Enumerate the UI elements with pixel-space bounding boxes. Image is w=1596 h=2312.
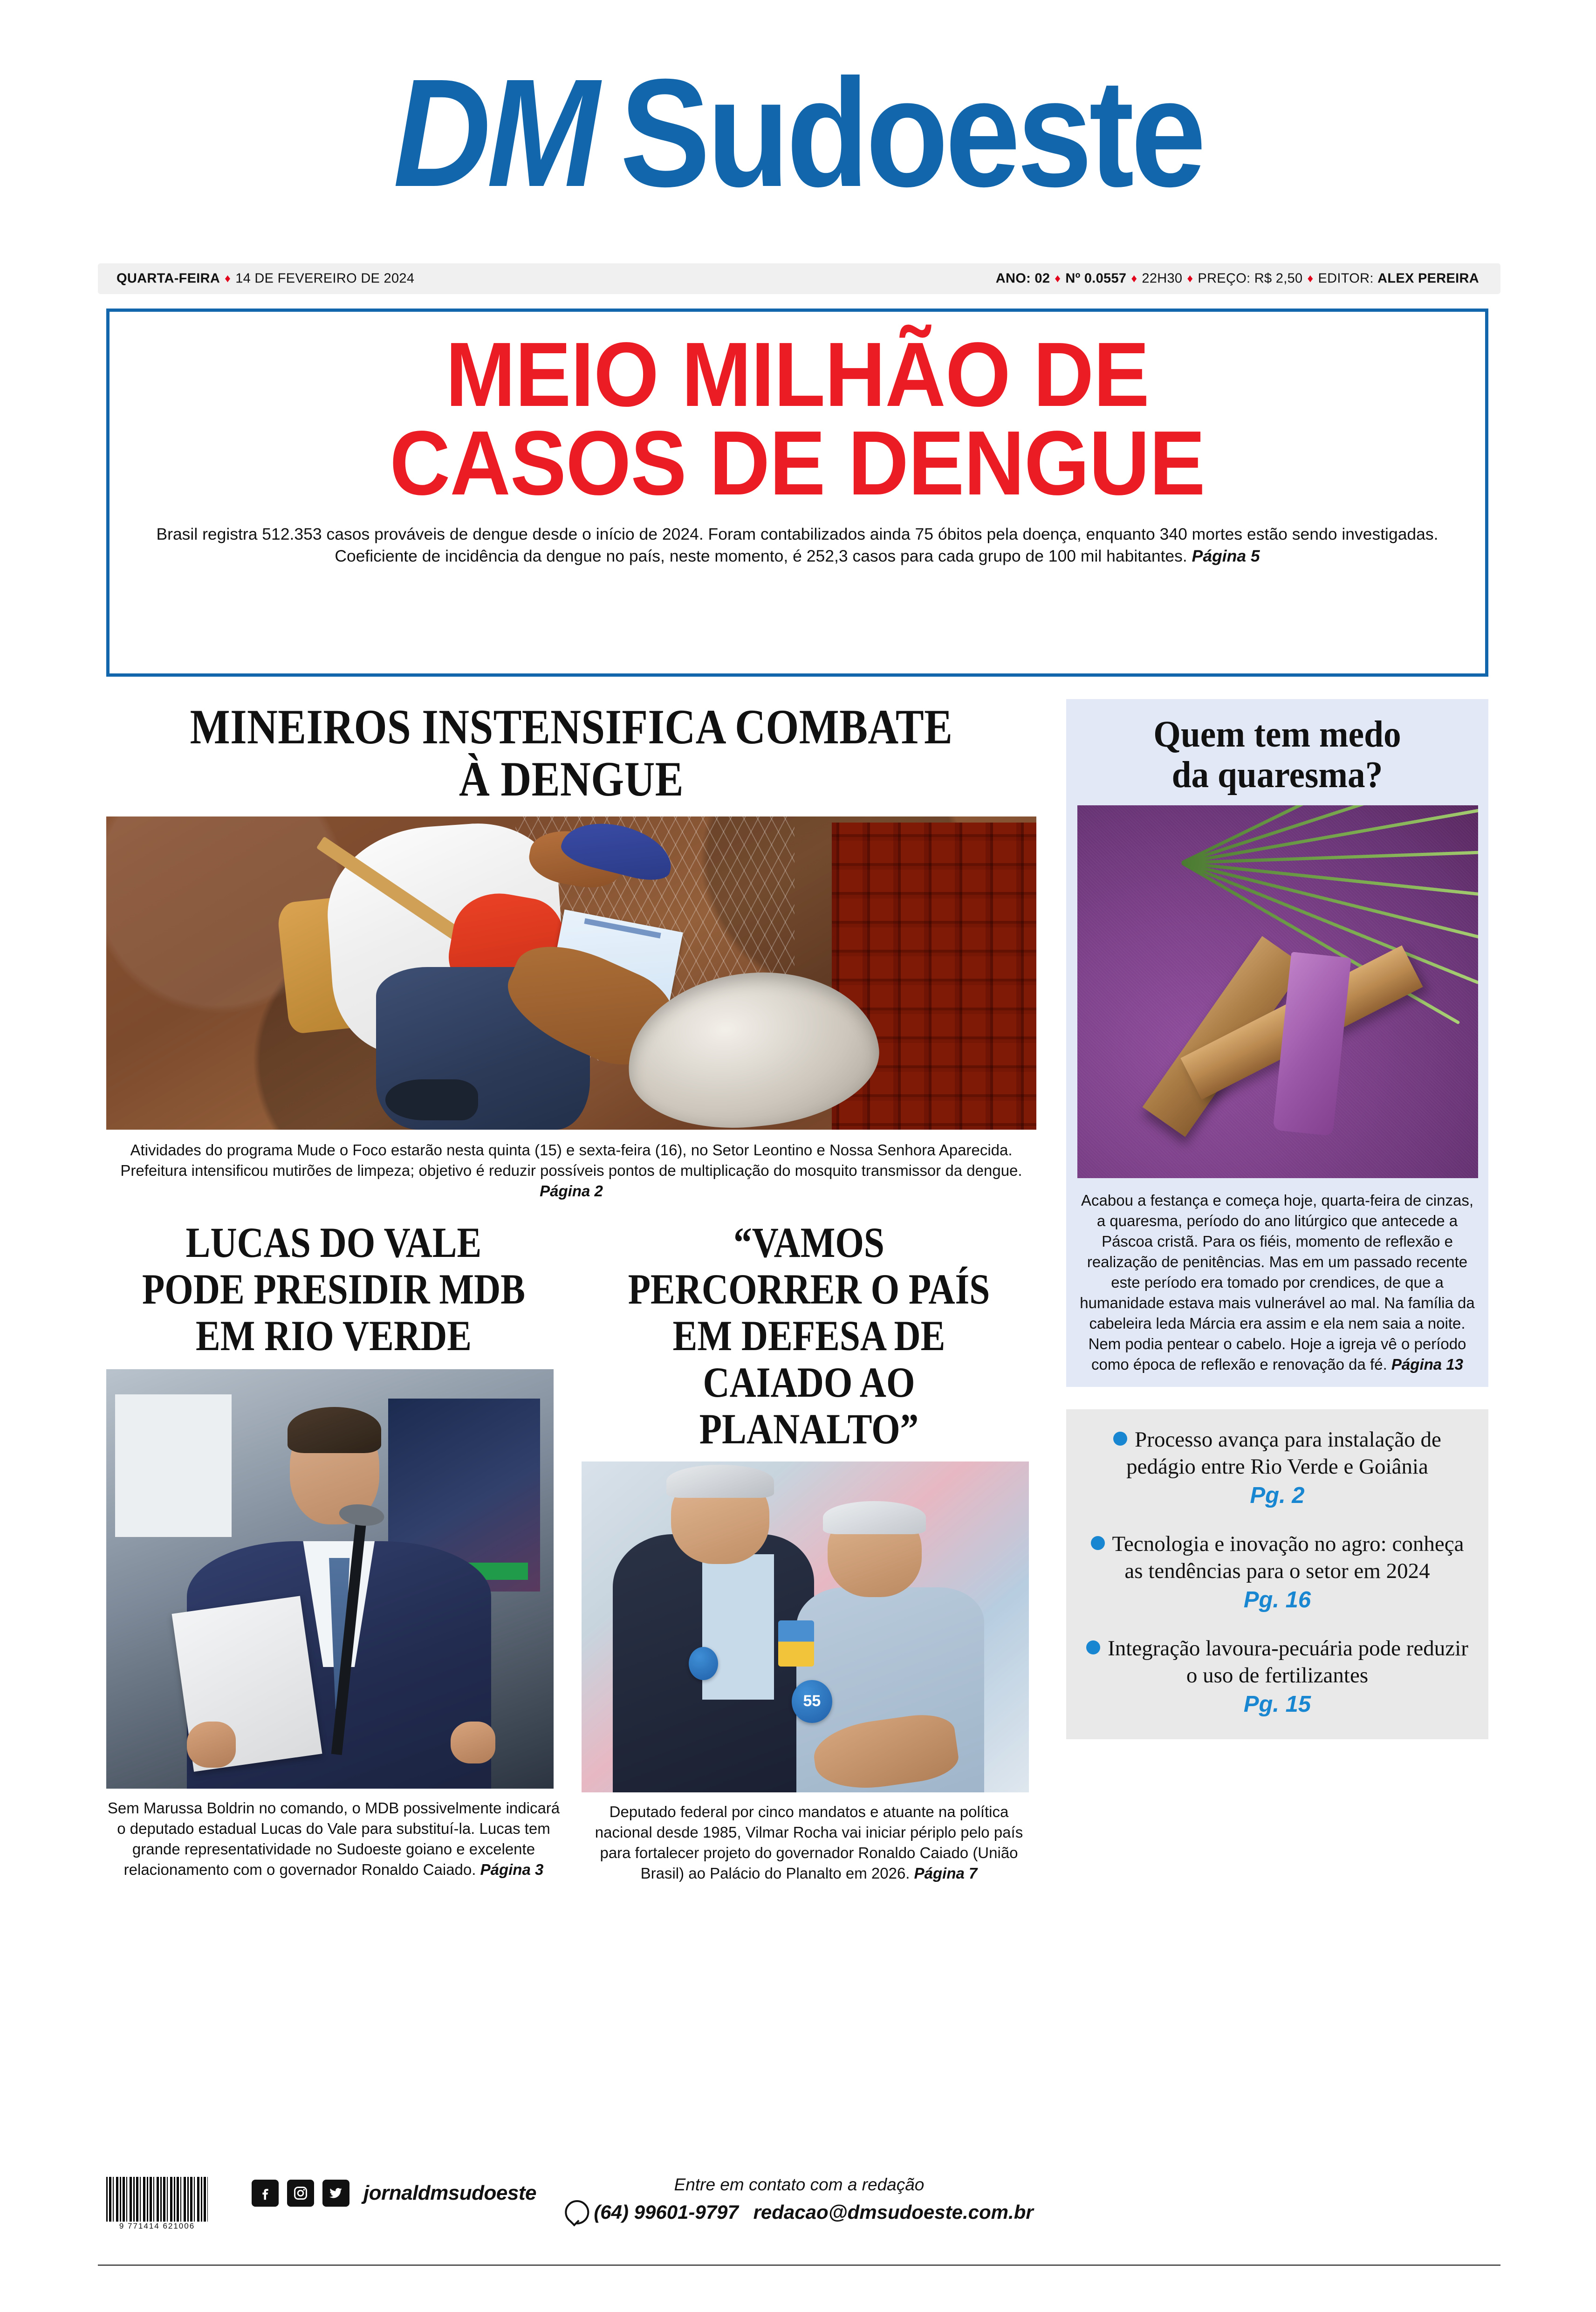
- bullet-icon: [1113, 1432, 1127, 1446]
- ano-label: ANO:: [995, 271, 1031, 286]
- weekday-label: QUARTA-FEIRA: [116, 271, 220, 286]
- brief-item[interactable]: [1080, 1426, 1474, 1509]
- vamos-headline[interactable]: “VAMOS PERCORRER O PAÍS EM DEFESA DE CAIADO AO PLANALTO”: [628, 1219, 990, 1453]
- brief-item[interactable]: [1080, 1530, 1474, 1613]
- issue-date: 14 DE FEVEREIRO DE 2024: [235, 271, 415, 286]
- lucas-caption-text: Sem Marussa Boldrin no comando, o MDB possivelmente indicará o deputado estadual Lucas do Vale para substituí-la. Lucas tem grande representatividade no Sudoeste goiano e excelente relacionamento com o governador Ronaldo Caiado.: [107, 1799, 560, 1878]
- vamos-page-ref: Página 7: [914, 1865, 978, 1882]
- contact-email[interactable]: redacao@dmsudoeste.com.br: [753, 2201, 1034, 2223]
- preco-label: PREÇO:: [1198, 271, 1251, 286]
- briefs-panel: [1066, 1409, 1488, 1739]
- quaresma-title-line2[interactable]: da quaresma?: [1171, 754, 1383, 796]
- bullet-icon: [1091, 1536, 1105, 1550]
- contact-phone[interactable]: (64) 99601-9797: [594, 2201, 739, 2223]
- photo-deputy-hair: [288, 1407, 382, 1453]
- brief-page-ref[interactable]: Pg. 16: [1243, 1587, 1311, 1612]
- lead-subtext: [152, 523, 1442, 567]
- brief-page-ref[interactable]: Pg. 2: [1250, 1483, 1305, 1508]
- secondary-stories-row: [106, 1219, 1036, 1884]
- lead-story-box: [106, 309, 1488, 677]
- bullet-icon: [1086, 1640, 1100, 1654]
- lucas-caption: [106, 1798, 561, 1880]
- lead-headline-line1: MEIO MILHÃO DE: [445, 323, 1149, 425]
- masthead-info-bar: [98, 263, 1500, 294]
- contact-block: [565, 2175, 1033, 2224]
- preco-value: R$ 2,50: [1254, 271, 1303, 286]
- photo-vilmar-hair: [823, 1501, 926, 1534]
- photo-badge-55-a: 55: [792, 1680, 832, 1723]
- lead-page-ref: Página 5: [1192, 547, 1260, 565]
- editor-label: EDITOR:: [1318, 271, 1374, 286]
- lead-subtext-body: Brasil registra 512.353 casos prováveis de dengue desde o início de 2024. Foram contabilizados ainda 75 óbitos pela doença, enquanto 340 mortes estão sendo investigadas. Coeficiente de incidência da dengue no país, neste momento, é 252,3 casos para cada grupo de 100 mil habitantes.: [156, 525, 1438, 565]
- contact-prompt: Entre em contato com a redação: [674, 2175, 925, 2194]
- numero-value: 0.0557: [1084, 271, 1127, 286]
- newspaper-logo: [96, 47, 1500, 219]
- brief-text: Integração lavoura-pecuária pode reduzir o uso de fertilizantes: [1108, 1636, 1468, 1688]
- brief-page-ref[interactable]: Pg. 15: [1243, 1692, 1311, 1717]
- lucas-photo: [106, 1369, 554, 1789]
- masthead: [0, 0, 1596, 261]
- social-links: [252, 2180, 536, 2207]
- ano-value: 02: [1034, 271, 1050, 286]
- diamond-icon: ♦: [1187, 272, 1193, 285]
- barcode-bars: [106, 2177, 208, 2222]
- barcode-number: 9 771414 621006: [119, 2222, 195, 2230]
- vamos-story: [582, 1219, 1036, 1884]
- mineiros-caption: [106, 1140, 1036, 1201]
- logo-dm: DM: [393, 47, 596, 219]
- mineiros-photo: [106, 816, 1036, 1130]
- brief-item[interactable]: [1080, 1635, 1474, 1718]
- photo-deputy-hand-left: [187, 1722, 236, 1768]
- lucas-page-ref: Página 3: [480, 1861, 544, 1878]
- lucas-story: [106, 1219, 561, 1884]
- photo-wall-panel: [115, 1394, 232, 1537]
- mineiros-headline[interactable]: MINEIROS INSTENSIFICA COMBATE À DENGUE: [190, 700, 953, 806]
- right-sidebar: [1066, 699, 1488, 1739]
- logo-sudoeste: Sudoeste: [620, 47, 1203, 219]
- numero-label: Nº: [1065, 271, 1081, 286]
- hora-value: 22H30: [1142, 271, 1183, 286]
- quaresma-title-line1[interactable]: Quem tem medo: [1153, 713, 1401, 755]
- facebook-icon[interactable]: [252, 2180, 279, 2207]
- vamos-caption: [582, 1802, 1036, 1884]
- footer-divider: [98, 2264, 1500, 2266]
- vamos-photo: [582, 1461, 1029, 1792]
- issue-meta-block: [996, 271, 1479, 287]
- diamond-icon: ♦: [1307, 272, 1314, 285]
- instagram-icon[interactable]: [287, 2180, 314, 2207]
- lead-headline-line2: CASOS DE DENGUE: [390, 412, 1205, 514]
- diamond-icon: ♦: [1131, 272, 1137, 285]
- photo-worker-boot: [385, 1079, 479, 1120]
- photo-campaign-sticker: [778, 1620, 814, 1667]
- page-footer: [98, 2173, 1500, 2280]
- diamond-icon: ♦: [1055, 272, 1061, 285]
- main-content-column: [106, 699, 1036, 1884]
- photo-palm-fronds: [1182, 805, 1478, 925]
- barcode: [106, 2177, 208, 2231]
- brief-text: Tecnologia e inovação no agro: conheça as tendências para o setor em 2024: [1112, 1532, 1464, 1583]
- brief-text: Processo avança para instalação de pedágio entre Rio Verde e Goiânia: [1126, 1427, 1441, 1479]
- vamos-caption-text: Deputado federal por cinco mandatos e atuante na política nacional desde 1985, Vilmar Rocha vai iniciar périplo pelo país para fortalecer projeto do governador Ronaldo Caiado (União Brasil) ao Palácio do Planalto em 2026.: [595, 1803, 1023, 1882]
- photo-badge-small: [689, 1647, 718, 1680]
- editor-name: ALEX PEREIRA: [1377, 271, 1479, 286]
- lucas-headline[interactable]: LUCAS DO VALE PODE PRESIDIR MDB EM RIO VERDE: [142, 1219, 526, 1359]
- quaresma-body-text: Acabou a festança e começa hoje, quarta-feira de cinzas, a quaresma, período do ano litúrgico que antecede a Páscoa cristã. Para os fiéis, momento de reflexão e realização de penitências. Mas em um passado recente este período era tomado por crendices, de que a humanidade estava mais vulnerável ao mal. Na família da cabeleira leda Márcia era assim e ela nem saia a noite. Nem podia pentear o cabelo. Hoje a igreja vê o período como época de reflexão e renovação da fé.: [1080, 1192, 1475, 1373]
- mineiros-page-ref: Página 2: [540, 1182, 603, 1200]
- photo-caiado-shirt: [702, 1554, 774, 1700]
- social-handle[interactable]: jornaldmsudoeste: [363, 2182, 536, 2204]
- issue-date-block: [116, 271, 414, 287]
- quaresma-photo: [1077, 805, 1478, 1178]
- quaresma-body: [1077, 1190, 1477, 1375]
- photo-caiado-hair: [666, 1465, 774, 1498]
- quaresma-panel: [1066, 699, 1488, 1387]
- diamond-icon: ♦: [225, 272, 231, 285]
- contact-details: [565, 2200, 1033, 2224]
- twitter-icon[interactable]: [322, 2180, 349, 2207]
- photo-deputy-hand-right: [451, 1722, 495, 1763]
- mineiros-caption-text: Atividades do programa Mude o Foco estarão nesta quinta (15) e sexta-feira (16), no Setor Leontino e Nossa Senhora Aparecida. Prefeitura intensificou mutirões de limpeza; objetivo é reduzir possíveis pontos de multiplicação do mosquito transmissor da dengue.: [120, 1141, 1022, 1179]
- whatsapp-icon: [565, 2200, 589, 2224]
- quaresma-page-ref: Página 13: [1391, 1356, 1463, 1373]
